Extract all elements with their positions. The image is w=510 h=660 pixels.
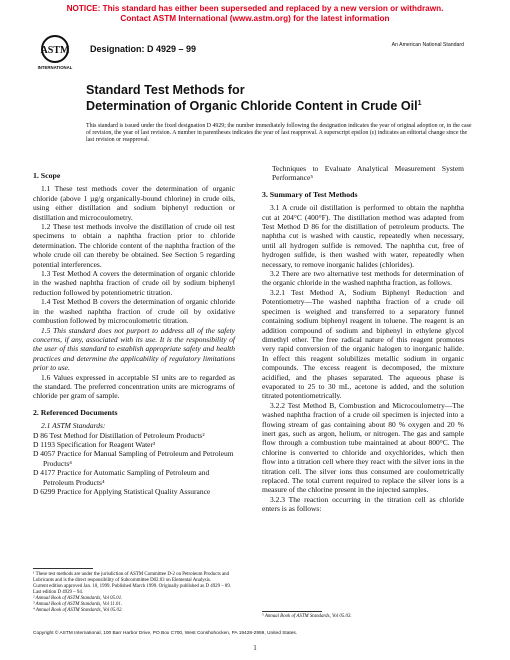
logo-text: INTERNATIONAL: [37, 65, 73, 70]
reference-continuation: Techniques to Evaluate Analytical Measurement System Performance⁵: [272, 164, 464, 183]
withdrawn-notice: [0, 4, 510, 24]
footnote-rule-left: [33, 568, 93, 569]
footnote: ¹ These test methods are under the jurisdiction of ASTM Committee D-2 on Petroleum Products and Lubricants and is the direct responsibility of Subcommittee D02.03 on Elemental Analysis.: [33, 572, 230, 583]
designation: Designation: D 4929 – 99: [90, 44, 197, 54]
svg-text:ASTM: ASTM: [40, 45, 70, 56]
title-line-1: Standard Test Methods for: [86, 83, 245, 97]
footnote-right: ⁵ Annual Book of ASTM Standards, Vol 05.03.: [262, 614, 352, 619]
reference-item: D 6299 Practice for Applying Statistical Quality Assurance: [33, 487, 211, 496]
para-1-5: 1.5 This standard does not purport to address all of the safety concerns, if any, associated with its use. It is the responsibility of the user of this standard to establish appropriate safety and health practices and determine the applicability of regulatory limitations prior to use.: [33, 325, 235, 373]
left-column: [33, 164, 235, 496]
reference-item: D 4057 Practice for Manual Sampling of Petroleum and Petroleum Products⁴: [33, 449, 234, 468]
section-heading-summary: 3. Summary of Test Methods: [262, 189, 358, 199]
para-1-6: 1.6 Values expressed in acceptable SI units are to regarded as the standard. The preferred concentration units are micrograms of chloride per gram of sample.: [33, 372, 235, 401]
para-3-1: 3.1 A crude oil distillation is performed to obtain the naphtha cut at 204°C (400°F). The distillation method was adapted from Test Method D 86 for the distillation of petroleum products. The naphtha cut is washed with caustic, repeatedly when necessary, until all hydrogen sulfide is removed. The naphtha cut, free of hydrogen sulfide, is then washed with water, repeatedly when necessary, to remove inorganic halides (chlorides).: [262, 203, 464, 269]
copyright-line: Copyright © ASTM International, 100 Barr Harbor Drive, PO Box C700, West Conshohocken, PA 19428-2959, United States.: [33, 631, 298, 636]
footnote: ² Annual Book of ASTM Standards, Vol 05.01.: [33, 596, 123, 601]
footnote: ³ Annual Book of ASTM Standards, Vol 11.01.: [33, 602, 123, 607]
page-number: 1: [253, 644, 257, 652]
section-heading-referenced-documents: 2. Referenced Documents: [33, 407, 118, 417]
para-3-2: 3.2 There are two alternative test methods for determination of the organic chloride in the washed naphtha fraction, as follows.: [262, 269, 464, 288]
issuance-note: This standard is issued under the fixed designation D 4929; the number immediately following the designation indicates the year of original adoption or, in the case of revision, the year of last revision. A number in parentheses indicates the year of last reapproval. A superscript epsilon (ε) indicates an editorial change since the last revision or reapproval.: [86, 123, 472, 143]
para-3-2-2: 3.2.2 Test Method B, Combustion and Microcoulometry—The washed naphtha fraction of a crude oil specimen is injected into a flowing stream of gas containing about 80 % oxygen and 20 % inert gas, such as argon, helium, or nitrogen. The gas and sample flow through a combustion tube maintained at about 800°C. The chlorine is converted to chloride and oxychlorides, which then flow into a titration cell where they react with the silver ions in the titration cell. The silver ions thus consumed are coulometrically replaced. The total current required to replace the silver ions is a measure of the chlorine present in the injected samples.: [262, 400, 464, 495]
document-title: [86, 84, 422, 113]
reference-item: D 4177 Practice for Automatic Sampling of Petroleum and Petroleum Products⁴: [33, 468, 210, 487]
astm-logo: [37, 34, 73, 72]
right-column: [262, 164, 464, 514]
notice-line-1: NOTICE: This standard has either been superseded and replaced by a new version or withdrawn.: [66, 4, 444, 13]
para-1-4: 1.4 Test Method B covers the determination of organic chloride in the washed naphtha fraction of crude oil by oxidative combustion followed by microcoulometric titration.: [33, 297, 235, 326]
footnote: ⁴ Annual Book of ASTM Standards, Vol 05.02.: [33, 608, 123, 613]
reference-list: [33, 421, 235, 496]
para-3-2-3: 3.2.3 The reaction occurring in the titration cell as chloride enters is as follows:: [262, 494, 464, 514]
para-1-3: 1.3 Test Method A covers the determination of organic chloride in the washed naphtha fraction of crude oil by sodium biphenyl reduction followed by potentiometric titration.: [33, 269, 235, 297]
reference-item: D 86 Test Method for Distillation of Petroleum Products²: [33, 430, 205, 440]
para-1-2: 1.2 These test methods involve the distillation of crude oil test specimens to obtain a naphtha fraction prior to chloride determination. The chloride content of the naphtha fraction of the whole crude oil can thereby be obtained. See Section 5 regarding potential interferences.: [33, 222, 235, 269]
section-heading-scope: 1. Scope: [33, 171, 61, 180]
title-footnote-mark: 1: [417, 100, 422, 107]
para-1-1: 1.1 These test methods cover the determination of organic chloride (above 1 µg/g organically-bound chlorine) in crude oils, using either distillation and sodium biphenyl reduction or distillation and microcoulometry.: [33, 184, 235, 222]
reference-subheading: 2.1 ASTM Standards:: [41, 421, 106, 431]
footnotes-left: [33, 572, 235, 614]
notice-line-2: Contact ASTM International (www.astm.org) for the latest information: [120, 14, 390, 23]
footnote-rule-right: [262, 611, 322, 612]
para-3-2-1: 3.2.1 Test Method A, Sodium Biphenyl Reduction and Potentiometry—The washed naphtha fraction of a crude oil specimen is weighed and transferred to a separatory funnel containing sodium biphenyl reagent in toluene. The reagent is an addition compound of sodium and biphenyl in ethylene glycol dimethyl ether. The free radical nature of this reagent promotes very rapid conversion of the organic halogen to inorganic halide. In effect this reagent solubilizes metallic sodium in organic compounds. The excess reagent is decomposed, the mixture acidified, and the phases separated. The aqueous phase is evaporated to 25 to 30 mL, acetone is added, and the solution titrated potentiometrically.: [262, 287, 464, 401]
footnote: Current edition approved Jan. 10, 1999. Published March 1999. Originally published as D 4929 – 89. Last edition D 4929 – 94.: [33, 584, 232, 595]
title-line-2: Determination of Organic Chloride Content in Crude Oil$^1$: [86, 99, 422, 114]
reference-item: D 1193 Specification for Reagent Water³: [33, 439, 156, 449]
national-standard-label: An American National Standard: [391, 42, 464, 48]
